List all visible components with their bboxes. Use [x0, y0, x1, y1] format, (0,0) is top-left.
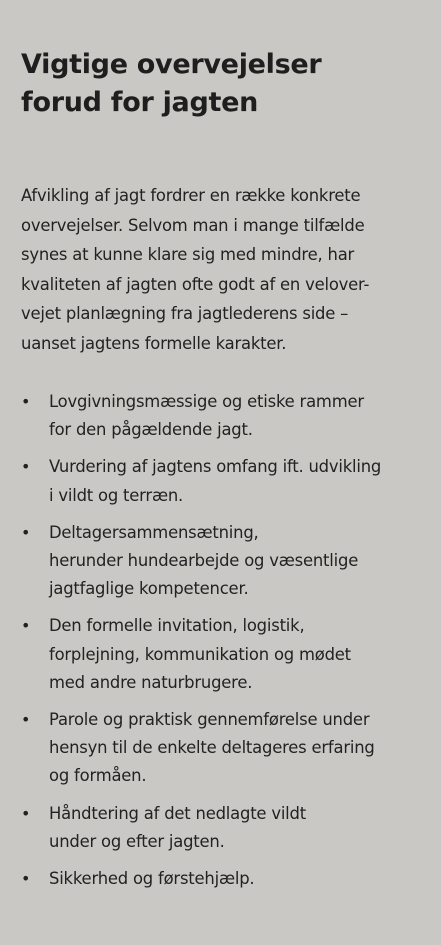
bullet-icon: •	[21, 803, 31, 823]
list-item	[21, 800, 417, 856]
list-item-line: jagtfaglige kompetencer.	[49, 579, 249, 599]
title-line: forud for jagten	[21, 87, 259, 118]
list-item-line: med andre naturbrugere.	[49, 672, 253, 692]
list-item-line: og formåen.	[49, 766, 147, 786]
list-item-line: forplejning, kommunikation og mødet	[49, 644, 351, 664]
intro-line: overvejelser. Selvom man i mange tilfælde	[21, 215, 365, 235]
list-item	[21, 453, 417, 509]
intro-line: Afvikling af jagt fordrer en række konkrete	[21, 186, 361, 205]
list-item	[21, 612, 417, 697]
list-item-line: Deltagersammensætning,	[49, 522, 259, 542]
list-item-line: under og efter jagten.	[49, 831, 225, 851]
bullet-icon: •	[21, 457, 31, 477]
list-item-line: for den pågældende jagt.	[49, 420, 253, 440]
intro-line: uanset jagtens formelle karakter.	[21, 333, 287, 353]
bullet-icon: •	[21, 616, 31, 636]
list-item	[21, 519, 417, 604]
intro-line: kvaliteten af jagten ofte godt af en velover-	[21, 274, 370, 294]
list-item-line: Lovgivningsmæssige og etiske rammer	[49, 392, 364, 411]
intro-line: synes at kunne klare sig med mindre, har	[21, 245, 355, 264]
list-item-line: i vildt og terræn.	[49, 485, 184, 505]
list-item-line: Sikkerhed og førstehjælp.	[49, 869, 255, 889]
list-item-line: Parole og praktisk gennemførelse under	[49, 710, 370, 730]
bullet-icon: •	[21, 869, 31, 889]
list-item	[21, 706, 417, 791]
bullet-icon: •	[21, 710, 31, 730]
considerations-list	[21, 388, 417, 893]
list-item	[21, 388, 417, 444]
list-item-line: Den formelle invitation, logistik,	[49, 616, 305, 636]
intro-line: vejet planlægning fra jagtlederens side –	[21, 304, 349, 323]
list-item-line: hensyn til de enkelte deltageres erfaring	[49, 738, 375, 758]
list-item-line: Vurdering af jagtens omfang ift. udvikling	[49, 457, 382, 477]
bullet-icon: •	[21, 392, 31, 411]
list-item-line: Håndtering af det nedlagte vildt	[49, 803, 306, 823]
title-line: Vigtige overvejelser	[21, 49, 322, 80]
list-item	[21, 865, 417, 893]
list-item-line: herunder hundearbejde og væsentlige	[49, 551, 359, 571]
intro-paragraph	[21, 181, 417, 358]
bullet-icon: •	[21, 522, 31, 542]
page-title	[21, 46, 417, 122]
